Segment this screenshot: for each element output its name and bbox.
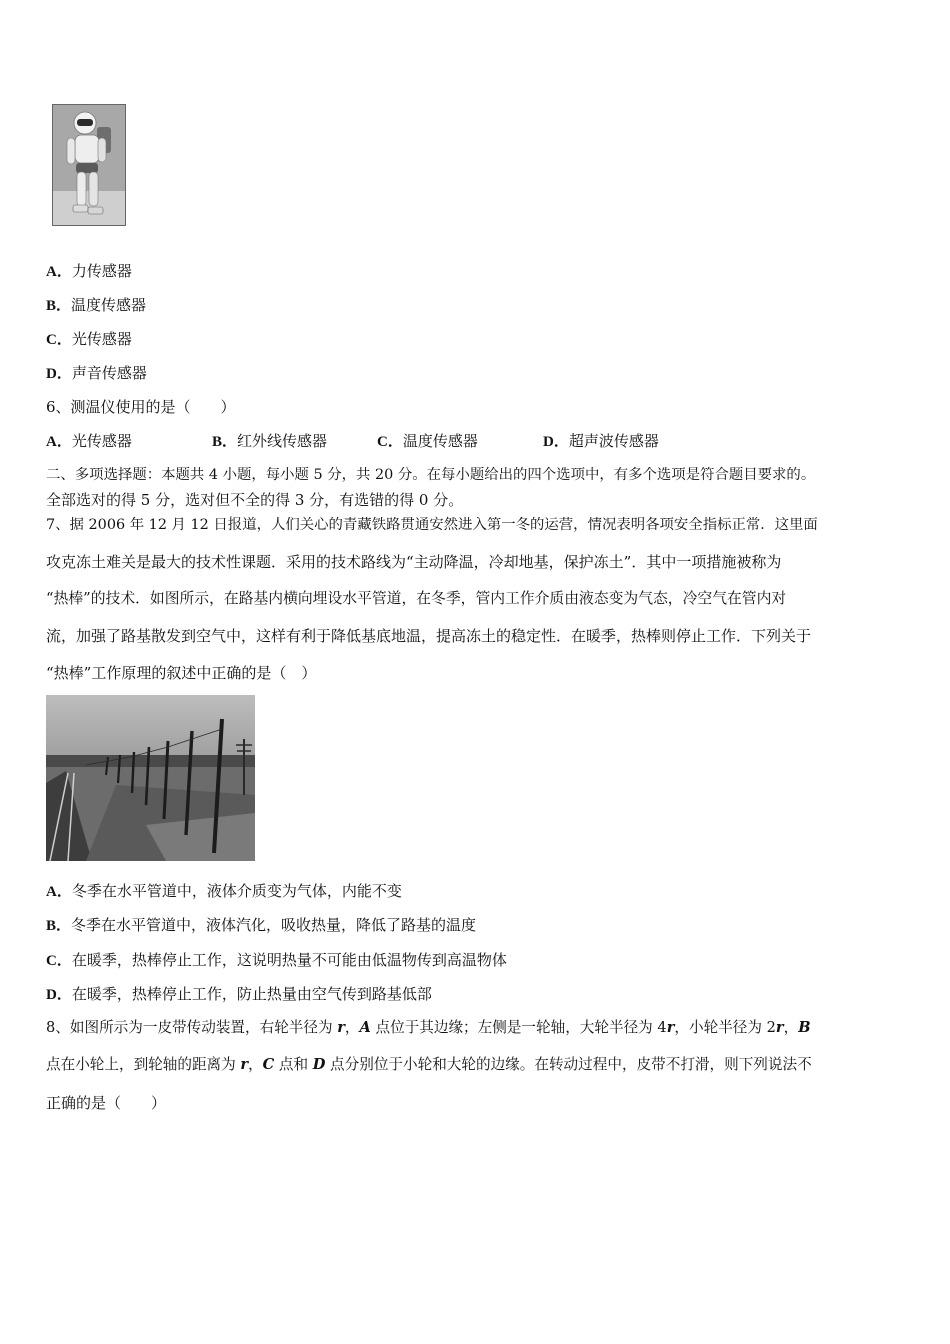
q7-line3: “热棒”的技术．如图所示，在路基内横向埋设水平管道，在冬季，管内工作介质由液态变为气态，冷空气在管内对 [46,590,787,607]
q7-line5: “热棒”工作原理的叙述中正确的是（ ） [46,664,317,682]
q6-options [46,431,746,451]
q7-option-a: A．冬季在水平管道中，液体介质变为气体，内能不变 [46,882,402,900]
q7-option-b: B．冬季在水平管道中，液体汽化，吸收热量，降低了路基的温度 [46,916,477,934]
q7-line4: 流，加强了路基散发到空气中，这样有利于降低基底地温，提高冻土的稳定性．在暖季，热棒则停止工作．下列关于 [46,627,812,645]
q7-option-d: D．在暖季，热棒停止工作，防止热量由空气传到路基低部 [46,985,432,1003]
q5-option-c: C．光传感器 [46,330,132,348]
section2-line1: 二、多项选择题：本题共 4 小题，每小题 5 分，共 20 分。在每小题给出的四个选项中，有多个选项是符合题目要求的。 [46,467,816,483]
q6-stem: 6、测温仪使用的是（ ） [46,398,236,416]
q6-option-c: C．温度传感器 [377,432,478,450]
q6-option-a: A．光传感器 [46,432,132,450]
q6-option-d: D．超声波传感器 [543,432,659,450]
q8-line2: 点在小轮上，到轮轴的距离为 r，C 点和 D 点分别位于小轮和大轮的边缘。在转动过程中，皮带不打滑，则下列说法不 [46,1056,812,1073]
q8-line3: 正确的是（ ） [46,1094,167,1112]
q5-option-a: A．力传感器 [46,262,132,280]
q7-line2: 攻克冻土难关是最大的技术性课题．采用的技术路线为“主动降温，冷却地基，保护冻土”．其中一项措施被称为 [46,553,782,571]
q8-line1: 8、如图所示为一皮带传动装置，右轮半径为 r，A 点位于其边缘；左侧是一轮轴，大轮半径为 4r，小轮半径为 2r，B [46,1019,811,1036]
q6-option-b: B．红外线传感器 [212,432,328,450]
q5-option-d: D．声音传感器 [46,364,147,382]
section2-line2: 全部选对的得 5 分，选对但不全的得 3 分，有选错的得 0 分。 [46,491,464,509]
q5-option-b: B．温度传感器 [46,296,147,314]
q7-option-c: C．在暖季，热棒停止工作，这说明热量不可能由低温物传到高温物体 [46,951,507,969]
robot-figure [52,104,126,226]
q7-line1: 7、据 2006 年 12 月 12 日报道，人们关心的青藏铁路贯通安然进入第一冬的运营，情况表明各项安全指标正常．这里面 [46,517,818,533]
heat-rod-photo [46,695,255,861]
